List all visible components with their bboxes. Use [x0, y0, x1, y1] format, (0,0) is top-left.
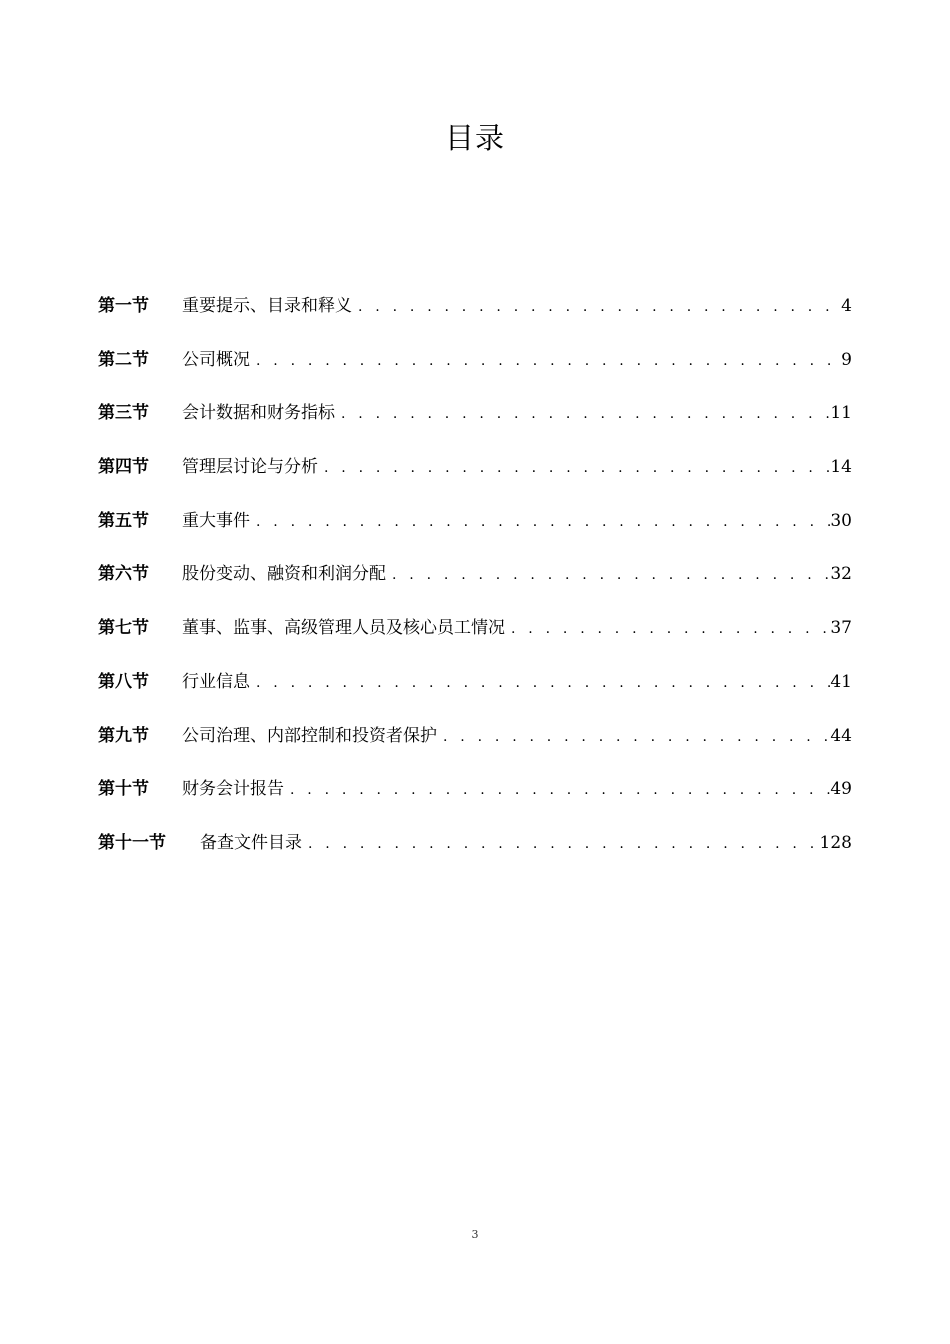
toc-section-label: 第二节	[98, 349, 149, 370]
toc-section-label: 第十节	[98, 779, 149, 800]
toc-page-number: 44	[830, 725, 852, 746]
toc-section-label: 第四节	[98, 457, 149, 478]
toc-page-number: 49	[830, 779, 852, 800]
toc-dot-leader	[284, 773, 830, 807]
toc-section-label: 第七节	[98, 618, 149, 639]
toc-page-number: 128	[819, 832, 852, 853]
toc-page-number: 14	[830, 457, 852, 478]
toc-section-label: 第九节	[98, 725, 149, 746]
toc-page-number: 9	[841, 349, 852, 370]
toc-section-label: 第一节	[98, 296, 149, 316]
toc-page-number: 11	[830, 403, 852, 424]
toc-entry[interactable]	[98, 289, 852, 343]
toc-section-label: 第五节	[98, 510, 149, 531]
toc-dot-leader	[250, 505, 830, 539]
toc-entry[interactable]	[98, 665, 852, 719]
toc-dot-leader	[437, 720, 830, 754]
toc-entry-title: 股份变动、融资和利润分配	[182, 564, 386, 585]
toc-entry-title: 会计数据和财务指标	[182, 403, 335, 424]
toc-entry-title: 管理层讨论与分析	[182, 457, 318, 478]
toc-page-number: 4	[841, 296, 852, 316]
toc-entry-title: 重大事件	[182, 510, 250, 531]
toc-entry[interactable]	[98, 343, 852, 397]
page-title: 目录	[444, 121, 505, 155]
toc-entry-title: 财务会计报告	[182, 779, 284, 800]
toc-page-number: 32	[830, 564, 852, 585]
toc-entry[interactable]	[98, 396, 852, 450]
table-of-contents	[98, 289, 852, 880]
toc-entry-title: 公司治理、内部控制和投资者保护	[182, 725, 437, 746]
toc-section-label: 第十一节	[98, 832, 166, 853]
toc-dot-leader	[352, 290, 841, 324]
page-number: 3	[471, 1228, 479, 1241]
toc-dot-leader	[302, 827, 820, 861]
toc-dot-leader	[335, 397, 830, 431]
toc-page-number: 37	[830, 618, 852, 639]
toc-entry-title: 重要提示、目录和释义	[182, 296, 352, 316]
toc-dot-leader	[250, 344, 841, 378]
toc-dot-leader	[318, 451, 830, 485]
toc-entry-title: 备查文件目录	[200, 832, 302, 853]
toc-page-number: 30	[830, 510, 852, 531]
toc-dot-leader	[250, 666, 830, 700]
toc-entry-title: 董事、监事、高级管理人员及核心员工情况	[182, 618, 505, 639]
toc-entry[interactable]	[98, 450, 852, 504]
toc-section-label: 第六节	[98, 564, 149, 585]
toc-entry[interactable]	[98, 772, 852, 826]
toc-dot-leader	[505, 612, 830, 646]
toc-section-label: 第三节	[98, 403, 149, 424]
toc-entry-title: 行业信息	[182, 671, 250, 692]
toc-entry[interactable]	[98, 504, 852, 558]
toc-page-number: 41	[830, 671, 852, 692]
toc-dot-leader	[386, 558, 830, 592]
toc-entry-title: 公司概况	[182, 349, 250, 370]
toc-entry[interactable]	[98, 611, 852, 665]
toc-entry[interactable]	[98, 826, 852, 880]
toc-entry[interactable]	[98, 719, 852, 773]
toc-section-label: 第八节	[98, 671, 149, 692]
toc-entry[interactable]	[98, 557, 852, 611]
